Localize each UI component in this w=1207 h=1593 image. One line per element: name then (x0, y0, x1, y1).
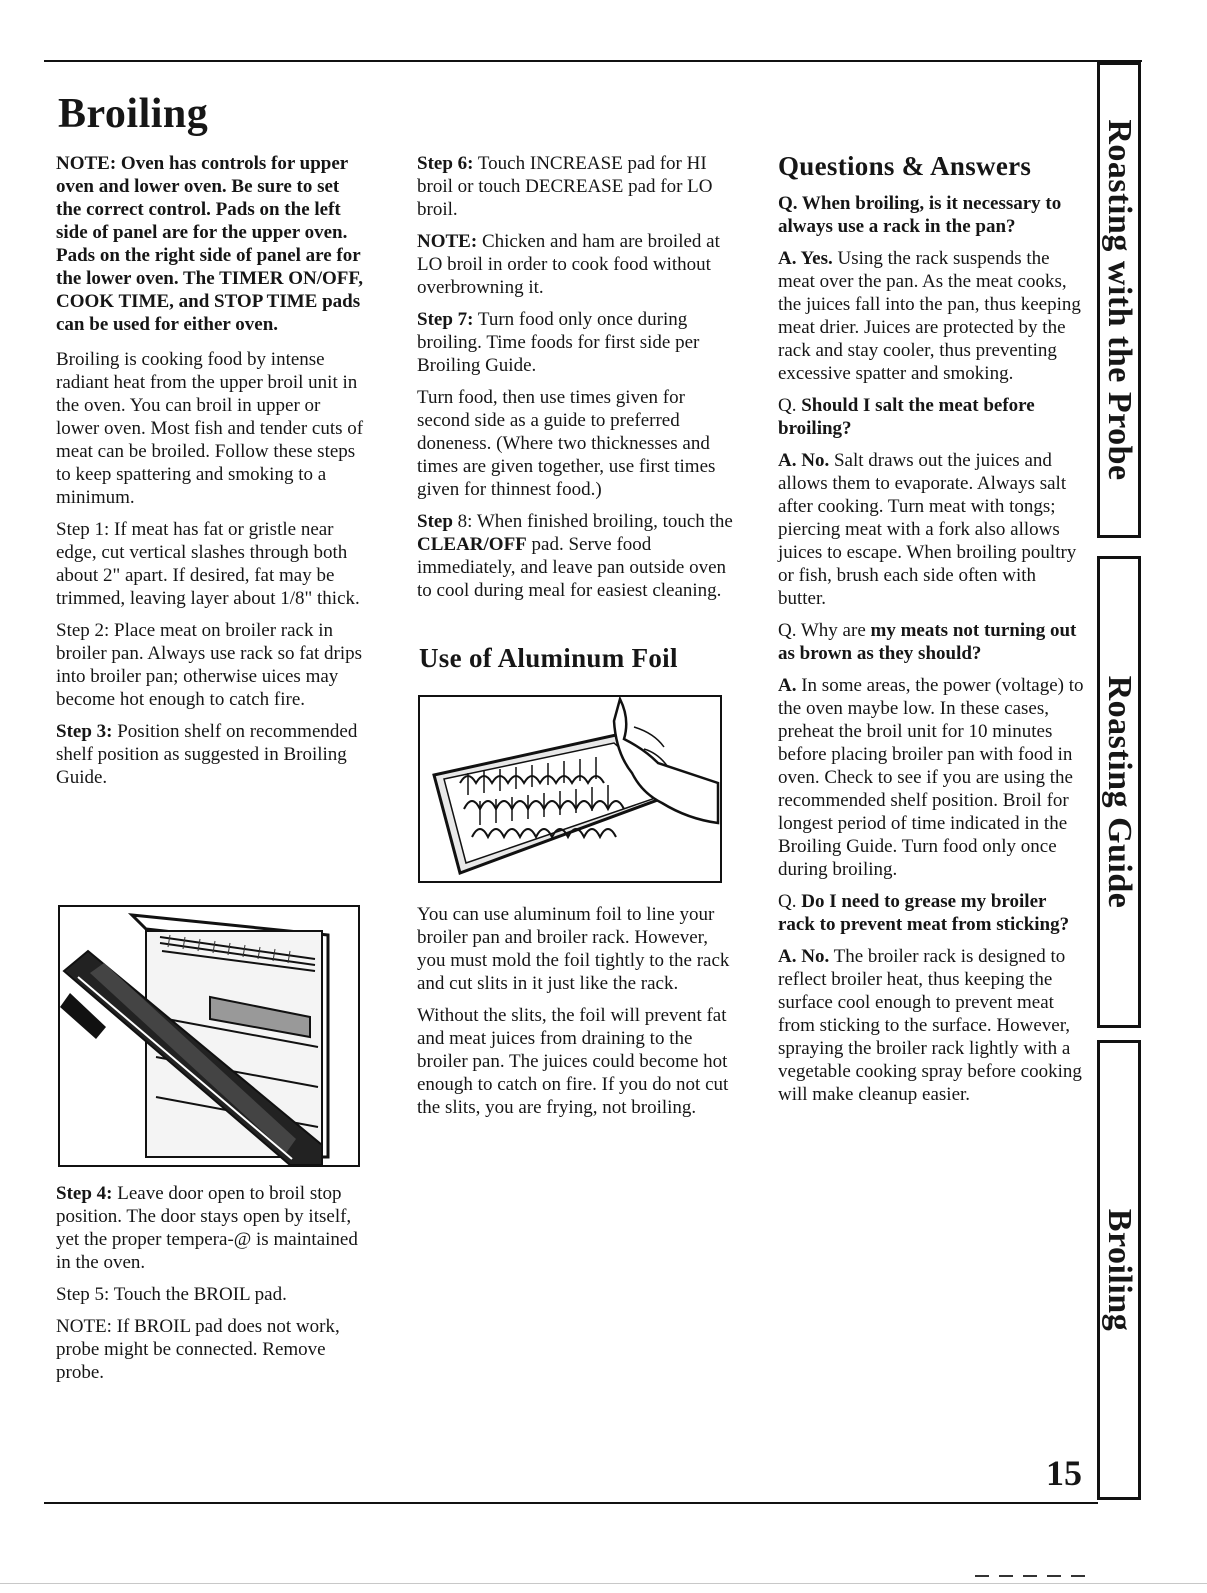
aluminum-foil-heading: Use of Aluminum Foil (419, 643, 678, 673)
step-4-text: Leave door open to broil stop position. The door stays open by itself, yet the proper tempera-@ is maintained in the oven. (56, 1183, 358, 1273)
step-5: Step 5: Touch the BROIL pad. (56, 1284, 287, 1305)
column-1-continued (56, 1182, 366, 1393)
foil-broiler-pan-illustration (418, 695, 722, 883)
step-4 (56, 1182, 366, 1274)
tab-roasting-with-probe[interactable] (1097, 62, 1141, 538)
question-4-text: Do I need to grease my broiler rack to prevent meat from sticking? (778, 891, 1070, 935)
column-3 (778, 150, 1084, 1115)
question-4-prefix: Q. (778, 891, 797, 912)
answer-1 (778, 247, 1084, 385)
oven-controls-note: NOTE: Oven has controls for upper oven and lower oven. Be sure to set the correct control. Pads on the left side of panel are for the upper oven. Pads on the right side of panel are for the lower oven. The TIMER ON/OFF, COOK TIME, and STOP TIME pads can be used for either oven. (56, 153, 364, 335)
answer-2 (778, 449, 1084, 610)
step-7-text: Turn food only once during broiling. Time foods for first side per Broiling Guide. (417, 309, 700, 376)
answer-4-text: The broiler rack is designed to reflect broiler heat, thus keeping the surface cool enough to prevent meat from sticking to the surface. However, spraying the broiler rack lightly with a vegetable cooking spray before cooking will make cleanup easier. (778, 946, 1082, 1105)
answer-1-text: Using the rack suspends the meat over the pan. As the meat cooks, the juices fall into the pan, thus keeping meat drier. Juices are protected by the rack and stay cooler, thus preventing excessive spatter and smoking. (778, 248, 1081, 384)
top-rule (44, 60, 1142, 62)
questions-answers-heading: Questions & Answers (778, 151, 1032, 181)
question-3-prefix: Q. Why are (778, 620, 866, 641)
step-3-label: Step 3: (56, 721, 113, 742)
step-8 (417, 510, 733, 602)
step-6-label: Step 6: (417, 153, 474, 174)
oven-door-illustration (58, 905, 360, 1167)
tab-roasting-guide[interactable] (1097, 556, 1141, 1028)
tab-roasting-guide-label: Roasting Guide (1101, 675, 1138, 909)
broiling-intro: Broiling is cooking food by intense radiant heat from the upper broil unit in the oven. You can broil in upper or lower oven. Most fish and tender cuts of meat can be broiled. Follow these steps to keep spattering and smoking to a minimum. (56, 349, 364, 508)
answer-1-label: A. Yes. (778, 248, 833, 269)
question-2-prefix: Q. (778, 395, 797, 416)
turn-food-text: Turn food, then use times given for second side as a guide to preferred doneness. (Where two thicknesses and times are given together, use first times given for thinnest food.) (417, 387, 716, 500)
chicken-ham-note (417, 230, 733, 299)
oven-door-drawing (60, 907, 358, 1165)
step-6-text: Touch INCREASE pad for HI broil or touch DECREASE pad for LO broil. (417, 153, 713, 220)
answer-2-text: Salt draws out the juices and allows them to evaporate. Always salt after cooking. Turn meat with tongs; piercing meat with a fork also allows juices to escape. When broiling poultry or fish, brush each side often with butter. (778, 450, 1077, 609)
step-4-label: Step 4: (56, 1183, 113, 1204)
question-2 (778, 394, 1084, 440)
answer-3-text: In some areas, the power (voltage) to the oven maybe low. In these cases, preheat the broil unit for 10 minutes before placing broiler pan with food in oven. Check to see if you are using the recommended shelf position. Broil for longest period of time indicated in the Broiling Guide. Turn food only once during broiling. (778, 675, 1084, 880)
clear-off-pad-label: CLEAR/OFF (417, 534, 527, 555)
note-label: NOTE: (417, 231, 478, 252)
step-3-text: Position shelf on recommended shelf position as suggested in Broiling Guide. (56, 721, 358, 788)
answer-4 (778, 945, 1084, 1106)
note-text: Chicken and ham are broiled at LO broil in order to cook food without overbrowning it. (417, 231, 720, 298)
bottom-rule (44, 1502, 1098, 1504)
tab-broiling[interactable] (1097, 1040, 1141, 1500)
column-2 (417, 152, 733, 611)
scan-artifact-dash (975, 1575, 1095, 1577)
column-1 (56, 152, 366, 798)
question-4 (778, 890, 1084, 936)
answer-3 (778, 674, 1084, 881)
question-1: Q. When broiling, is it necessary to always use a rack in the pan? (778, 193, 1062, 237)
question-2-text: Should I salt the meat before broiling? (778, 395, 1035, 439)
step-8-text-a: 8: When finished broiling, touch the (457, 511, 733, 532)
page-number: 15 (1046, 1453, 1082, 1493)
step-8-label: Step (417, 511, 453, 532)
column-2-continued (417, 903, 733, 1128)
step-7 (417, 308, 733, 377)
step-3 (56, 720, 366, 789)
question-3-text: my meats not turning out as brown as they should? (778, 620, 1077, 664)
step-6 (417, 152, 733, 221)
answer-2-label: A. No. (778, 450, 830, 471)
page-title: Broiling (58, 91, 209, 137)
step-2: Step 2: Place meat on broiler rack in broiler pan. Always use rack so fat drips into broiler pan; otherwise uices may become hot enough to catch fire. (56, 620, 363, 710)
scan-artifact-line (0, 1583, 1207, 1584)
foil-paragraph-2: Without the slits, the foil will prevent fat and meat juices from draining to the broiler pan. The juices could become hot enough to catch on fire. If you do not cut the slits, you are frying, not broiling. (417, 1005, 729, 1118)
step-8-text-b: pad. Serve food immediately, and leave pan outside oven to cool during meal for easiest cleaning. (417, 534, 727, 601)
foil-pan-drawing (420, 697, 720, 881)
tab-broiling-label: Broiling (1101, 1208, 1138, 1332)
foil-paragraph-1: You can use aluminum foil to line your broiler pan and broiler rack. However, you must mold the foil tightly to the rack and cut slits in it just like the rack. (417, 904, 730, 994)
tab-roasting-with-probe-label: Roasting with the Probe (1101, 119, 1138, 481)
probe-note: NOTE: If BROIL pad does not work, probe might be connected. Remove probe. (56, 1316, 340, 1383)
answer-4-label: A. No. (778, 946, 830, 967)
step-1: Step 1: If meat has fat or gristle near edge, cut vertical slashes through both about 2" apart. If desired, fat may be trimmed, leaving layer about 1/8" thick. (56, 519, 360, 609)
question-3 (778, 619, 1084, 665)
answer-3-label: A. (778, 675, 797, 696)
step-7-label: Step 7: (417, 309, 474, 330)
